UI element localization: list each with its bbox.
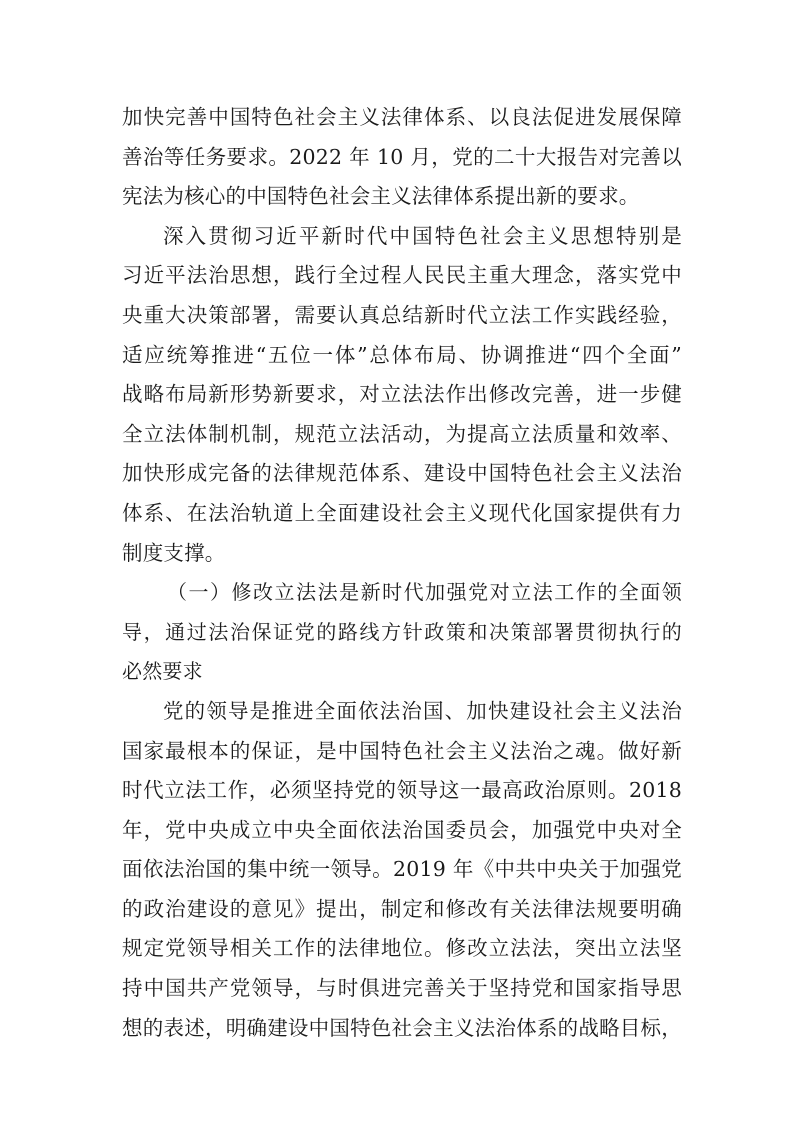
document-body bbox=[122, 98, 682, 1048]
paragraph-leadership bbox=[122, 692, 682, 1048]
text-line: 体系、在法治轨道上全面建设社会主义现代化国家提供有力 bbox=[122, 500, 682, 525]
text-line: 年，党中央成立中央全面依法治国委员会，加强党中央对全 bbox=[122, 817, 682, 842]
text-line: 央重大决策部署，需要认真总结新时代立法工作实践经验， bbox=[122, 302, 682, 327]
text-line: 战略布局新形势新要求，对立法法作出修改完善，进一步健 bbox=[122, 382, 682, 407]
text-line: 全立法体制机制，规范立法活动，为提高立法质量和效率、 bbox=[122, 421, 682, 446]
heading-line: 导，通过法治保证党的路线方针政策和决策部署贯彻执行的 bbox=[122, 619, 682, 644]
text-line: 加快形成完备的法律规范体系、建设中国特色社会主义法治 bbox=[122, 461, 682, 486]
text-line: 想的表述，明确建设中国特色社会主义法治体系的战略目标， bbox=[122, 1015, 682, 1040]
text-line: 的政治建设的意见》提出，制定和修改有关法律法规要明确 bbox=[122, 896, 682, 921]
heading-line: 必然要求 bbox=[122, 659, 203, 684]
section-heading bbox=[122, 573, 682, 692]
text-line: 国家最根本的保证，是中国特色社会主义法治之魂。做好新 bbox=[122, 738, 682, 763]
text-line: 深入贯彻习近平新时代中国特色社会主义思想特别是 bbox=[163, 223, 682, 248]
text-line: 制度支撑。 bbox=[122, 540, 226, 565]
text-line: 宪法为核心的中国特色社会主义法律体系提出新的要求。 bbox=[122, 184, 640, 209]
heading-line: （一）修改立法法是新时代加强党对立法工作的全面领 bbox=[167, 580, 682, 605]
text-line: 面依法治国的集中统一领导。2019 年《中共中央关于加强党 bbox=[122, 857, 682, 882]
text-line: 持中国共产党领导，与时俱进完善关于坚持党和国家指导思 bbox=[122, 976, 682, 1001]
text-line: 规定党领导相关工作的法律地位。修改立法法，突出立法坚 bbox=[122, 936, 682, 961]
paragraph-deepen bbox=[122, 217, 682, 573]
text-line: 时代立法工作，必须坚持党的领导这一最高政治原则。2018 bbox=[122, 778, 682, 803]
text-line: 习近平法治思想，践行全过程人民民主重大理念，落实党中 bbox=[122, 263, 682, 288]
text-line: 党的领导是推进全面依法治国、加快建设社会主义法治 bbox=[163, 698, 682, 723]
text-line: 善治等任务要求。2022 年 10 月，党的二十大报告对完善以 bbox=[122, 144, 682, 169]
text-line: 适应统筹推进“五位一体”总体布局、协调推进“四个全面” bbox=[122, 342, 682, 367]
text-line: 加快完善中国特色社会主义法律体系、以良法促进发展保障 bbox=[122, 105, 682, 129]
paragraph-intro bbox=[122, 98, 682, 217]
